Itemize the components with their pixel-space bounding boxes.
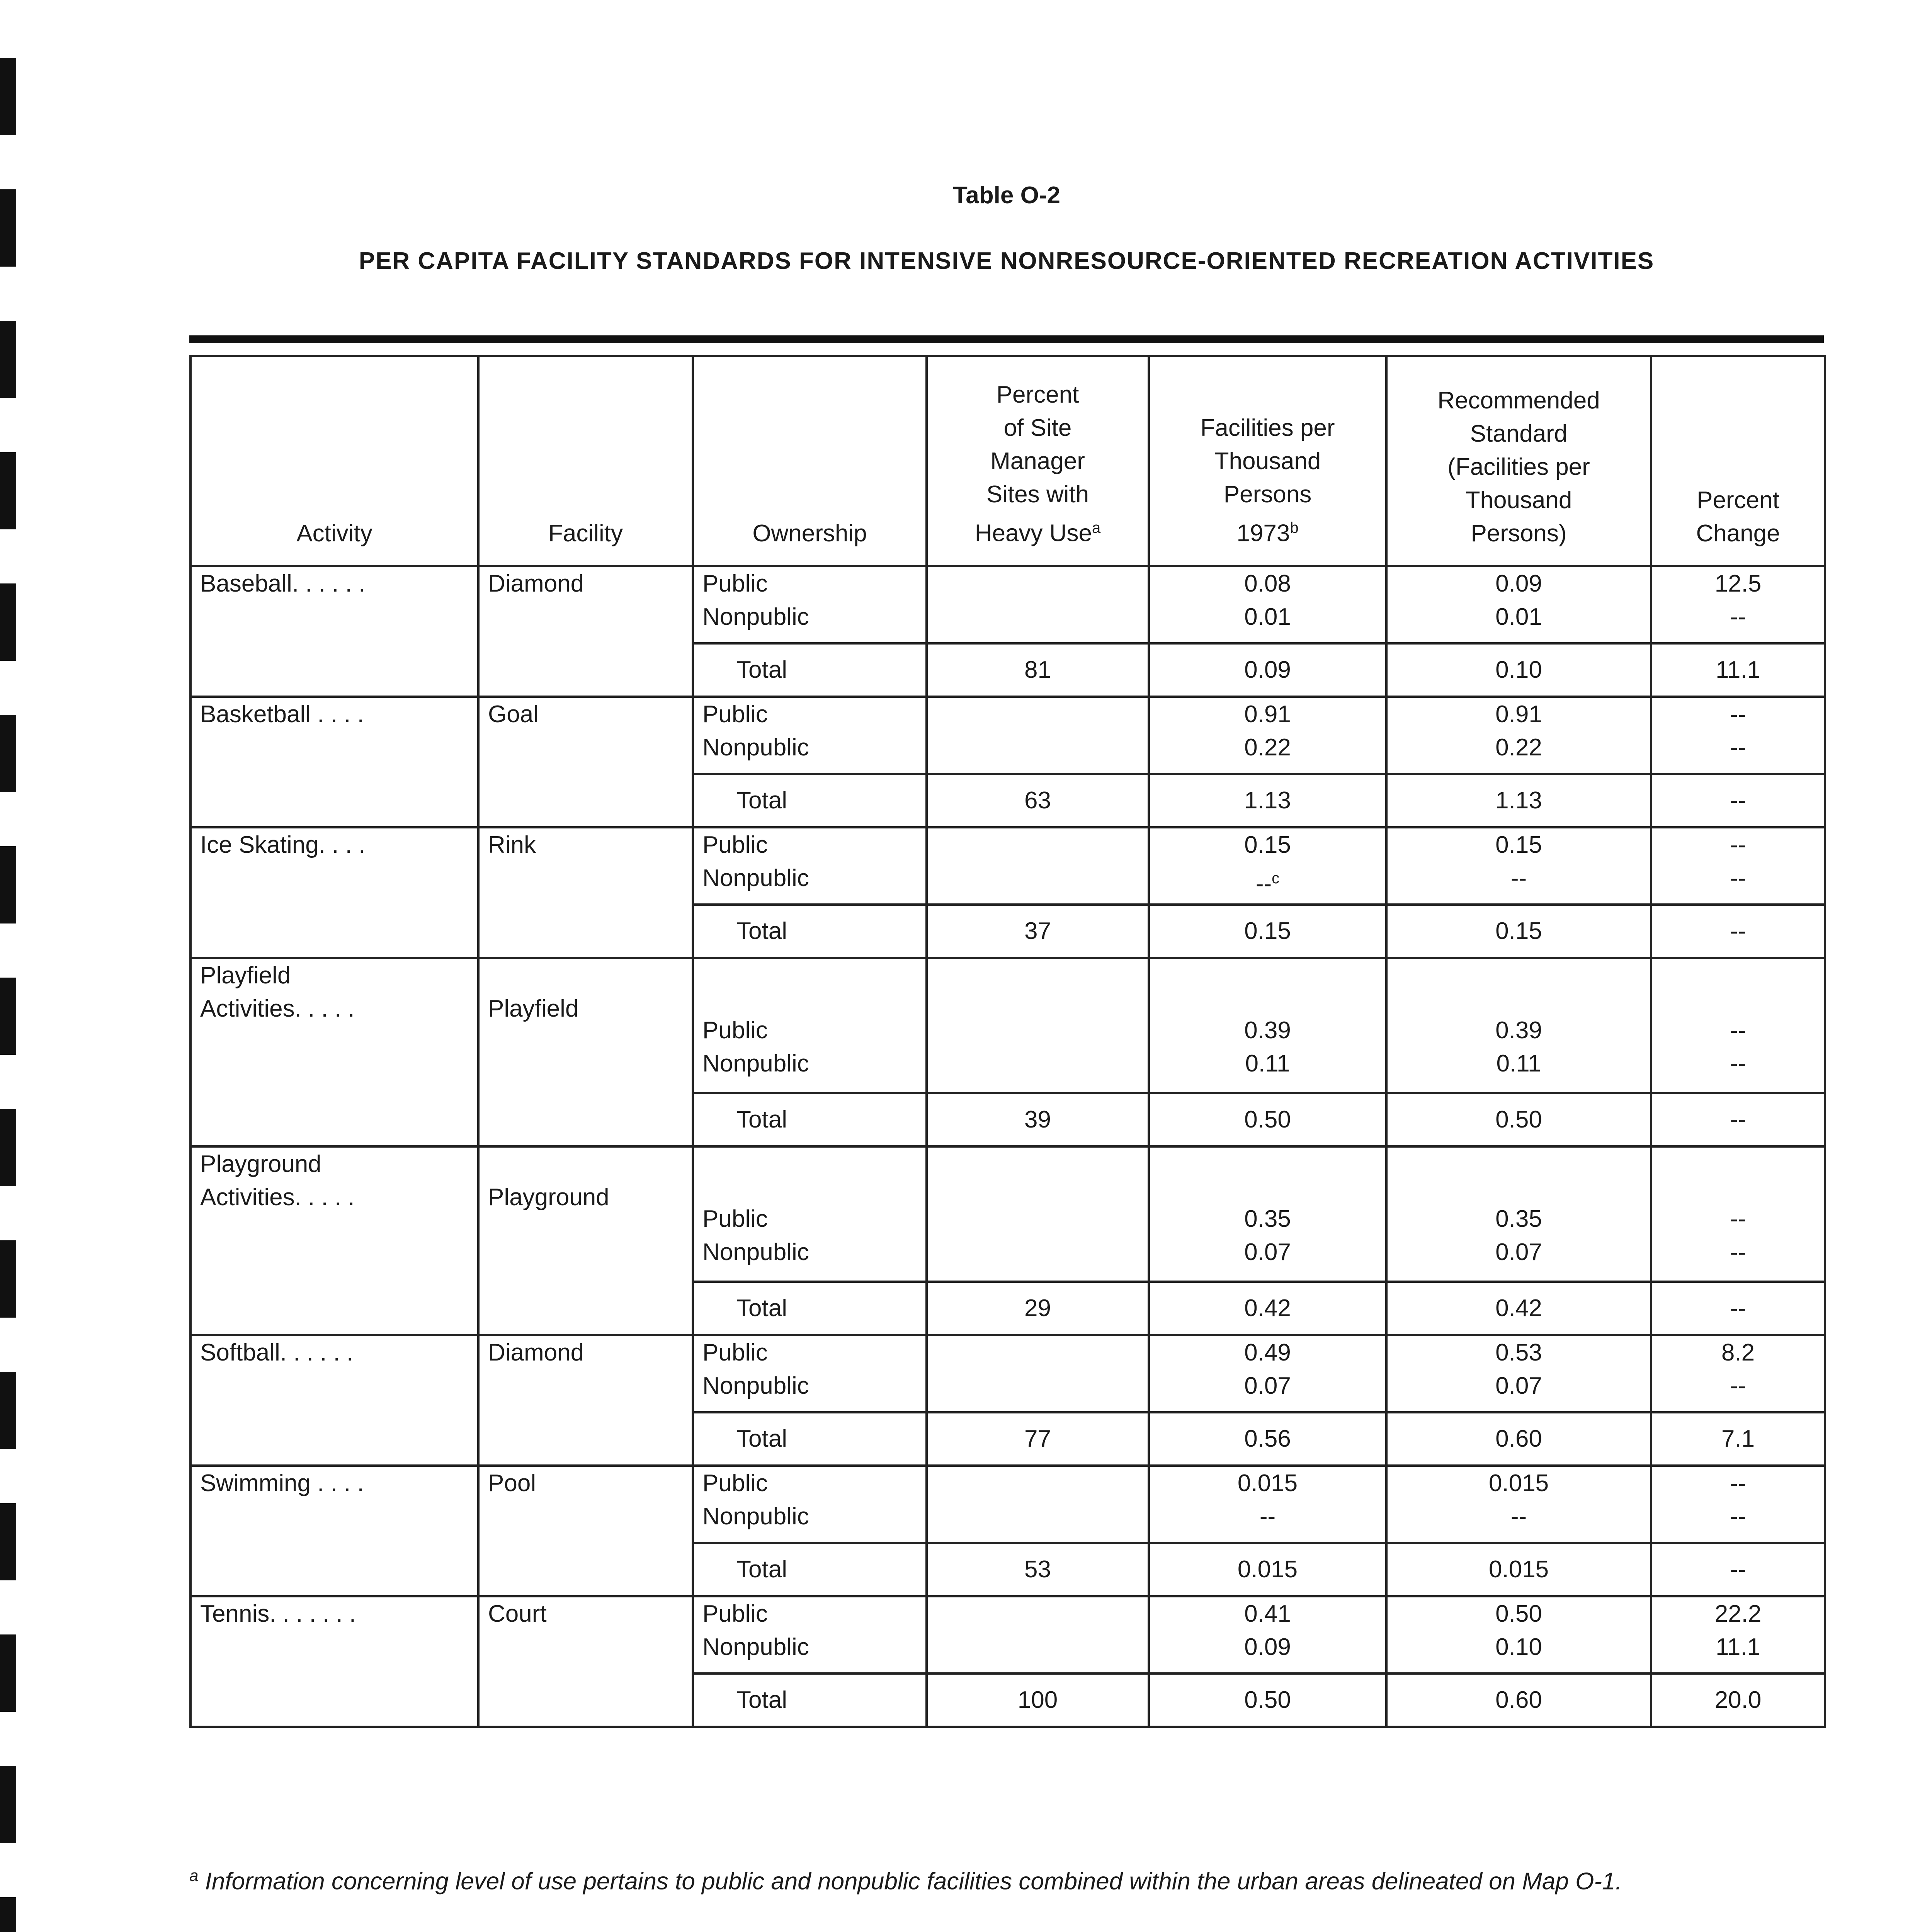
percent-change-total: -- — [1651, 774, 1825, 827]
facility-label: Diamond — [488, 570, 584, 597]
percent-change-total: 11.1 — [1651, 643, 1825, 697]
activity-label: Baseball. . . . . . — [200, 570, 366, 597]
ownership-cell — [693, 958, 927, 1093]
facility-label: Pool — [488, 1470, 536, 1497]
public-value: 0.35 — [1495, 1206, 1542, 1232]
public-value: 8.2 — [1721, 1339, 1755, 1366]
binding-mark — [0, 978, 16, 1055]
nonpublic-value: -- — [1259, 1503, 1276, 1530]
public-value: -- — [1730, 1206, 1746, 1232]
ownership-public: Public — [702, 1206, 768, 1232]
percent-change-total: -- — [1651, 1282, 1825, 1335]
ownership-cell — [693, 827, 927, 905]
percent-change-cell — [1651, 1146, 1825, 1282]
heavy-use-cell — [927, 697, 1149, 774]
header-percent-change: Percent Change — [1651, 356, 1825, 566]
recommended-total: 0.015 — [1386, 1543, 1651, 1596]
binding-holes — [0, 0, 35, 1932]
public-value: 0.15 — [1495, 832, 1542, 858]
ownership-cell — [693, 1596, 927, 1673]
facility-cell — [478, 697, 693, 827]
activity-cell — [190, 827, 478, 958]
table-header — [190, 356, 1825, 566]
total-label: Total — [693, 1412, 927, 1466]
facilities-1973-cell — [1149, 1335, 1386, 1412]
facilities-1973-cell — [1149, 958, 1386, 1093]
activity-cell — [190, 1596, 478, 1727]
facility-label: Playfield — [488, 995, 579, 1022]
nonpublic-value: 0.09 — [1244, 1634, 1291, 1660]
facilities-1973-total: 0.015 — [1149, 1543, 1386, 1596]
table-row — [190, 1596, 1825, 1673]
footnote-a: $^a$ Information concerning level of use pertains to public and nonpublic facilities combined within the urban areas delineated on Map O-1. — [189, 1866, 1622, 1895]
nonpublic-value: 0.11 — [1245, 1050, 1290, 1077]
binding-mark — [0, 1766, 16, 1843]
facility-cell — [478, 1466, 693, 1596]
facility-standards-table — [189, 355, 1826, 1728]
ownership-cell — [693, 1146, 927, 1282]
ownership-cell — [693, 566, 927, 643]
heavy-use-cell — [927, 827, 1149, 905]
facilities-1973-cell — [1149, 827, 1386, 905]
recommended-cell — [1386, 1335, 1651, 1412]
public-value: -- — [1730, 1017, 1746, 1044]
public-value: 0.35 — [1244, 1206, 1291, 1232]
recommended-total: 0.15 — [1386, 905, 1651, 958]
percent-change-cell — [1651, 1466, 1825, 1543]
table-row — [190, 697, 1825, 774]
public-value: -- — [1730, 701, 1746, 728]
percent-change-cell — [1651, 827, 1825, 905]
nonpublic-value: -- — [1730, 734, 1746, 761]
ownership-cell — [693, 1335, 927, 1412]
nonpublic-value: -- — [1510, 1503, 1527, 1530]
total-label: Total — [693, 1282, 927, 1335]
nonpublic-value: -- — [1510, 865, 1527, 891]
total-label: Total — [693, 1673, 927, 1727]
facilities-1973-cell — [1149, 1466, 1386, 1543]
binding-mark — [0, 1897, 16, 1932]
activity-label: Softball. . . . . . — [200, 1339, 354, 1366]
heavy-use-cell — [927, 958, 1149, 1093]
percent-change-total: -- — [1651, 1543, 1825, 1596]
activity-label: Activities. . . . . — [200, 995, 355, 1022]
table-row — [190, 1466, 1825, 1543]
header-rule — [189, 335, 1824, 343]
recommended-cell — [1386, 1596, 1651, 1673]
facilities-1973-total: 0.50 — [1149, 1093, 1386, 1146]
heavy-use-total: 53 — [927, 1543, 1149, 1596]
activity-label: Tennis. . . . . . . — [200, 1600, 356, 1627]
binding-mark — [0, 321, 16, 398]
public-value: 0.015 — [1237, 1470, 1298, 1497]
ownership-nonpublic: Nonpublic — [702, 734, 809, 761]
heavy-use-total: 63 — [927, 774, 1149, 827]
recommended-cell — [1386, 697, 1651, 774]
facilities-1973-total: 0.50 — [1149, 1673, 1386, 1727]
nonpublic-value: 0.07 — [1244, 1372, 1291, 1399]
ownership-nonpublic: Nonpublic — [702, 1634, 809, 1660]
facilities-1973-total: 0.56 — [1149, 1412, 1386, 1466]
facilities-1973-cell — [1149, 566, 1386, 643]
table-number: Table O-2 — [953, 182, 1060, 209]
public-value: -- — [1730, 832, 1746, 858]
activity-cell — [190, 1466, 478, 1596]
heavy-use-total: 81 — [927, 643, 1149, 697]
table-row — [190, 827, 1825, 905]
heavy-use-cell — [927, 1596, 1149, 1673]
facility-cell — [478, 1596, 693, 1727]
header-activity: Activity — [190, 356, 478, 566]
recommended-total: 0.42 — [1386, 1282, 1651, 1335]
public-value: 0.09 — [1495, 570, 1542, 597]
nonpublic-value: -- — [1730, 1372, 1746, 1399]
binding-mark — [0, 189, 16, 267]
activity-cell — [190, 566, 478, 697]
public-value: 0.91 — [1244, 701, 1291, 728]
public-value: 0.39 — [1244, 1017, 1291, 1044]
public-value: 0.91 — [1495, 701, 1542, 728]
binding-mark — [0, 1109, 16, 1186]
total-label: Total — [693, 1093, 927, 1146]
header-facilities-1973: Facilities per Thousand Persons 1973$^b$ — [1149, 356, 1386, 566]
public-value: 0.15 — [1244, 832, 1291, 858]
percent-change-total: -- — [1651, 905, 1825, 958]
percent-change-cell — [1651, 697, 1825, 774]
percent-change-total: 7.1 — [1651, 1412, 1825, 1466]
facility-cell — [478, 566, 693, 697]
percent-change-cell — [1651, 1335, 1825, 1412]
facilities-1973-total: 0.15 — [1149, 905, 1386, 958]
public-value: 12.5 — [1714, 570, 1762, 597]
nonpublic-value: -- — [1730, 1503, 1746, 1530]
heavy-use-cell — [927, 566, 1149, 643]
binding-mark — [0, 1372, 16, 1449]
nonpublic-value: 0.22 — [1495, 734, 1542, 761]
ownership-public: Public — [702, 570, 768, 597]
percent-change-cell — [1651, 566, 1825, 643]
binding-mark — [0, 1503, 16, 1580]
nonpublic-value: 0.07 — [1495, 1239, 1542, 1265]
heavy-use-total: 29 — [927, 1282, 1149, 1335]
public-value: 0.015 — [1488, 1470, 1549, 1497]
facilities-1973-total: 0.09 — [1149, 643, 1386, 697]
binding-mark — [0, 1634, 16, 1712]
ownership-public: Public — [702, 1470, 768, 1497]
percent-change-cell — [1651, 958, 1825, 1093]
nonpublic-value: 11.1 — [1715, 1634, 1761, 1660]
ownership-nonpublic: Nonpublic — [702, 1503, 809, 1530]
heavy-use-cell — [927, 1335, 1149, 1412]
ownership-nonpublic: Nonpublic — [702, 1239, 809, 1265]
nonpublic-value: -- — [1730, 1239, 1746, 1265]
facilities-1973-total: 1.13 — [1149, 774, 1386, 827]
table-row — [190, 1146, 1825, 1282]
recommended-cell — [1386, 1466, 1651, 1543]
facility-label: Rink — [488, 832, 536, 858]
facilities-1973-total: 0.42 — [1149, 1282, 1386, 1335]
ownership-nonpublic: Nonpublic — [702, 865, 809, 891]
activity-label: Activities. . . . . — [200, 1184, 355, 1211]
nonpublic-value: -- — [1730, 865, 1746, 891]
total-label: Total — [693, 643, 927, 697]
nonpublic-value: 0.07 — [1495, 1372, 1542, 1399]
ownership-public: Public — [702, 1600, 768, 1627]
binding-mark — [0, 452, 16, 529]
binding-mark — [0, 846, 16, 923]
recommended-cell — [1386, 566, 1651, 643]
heavy-use-total: 39 — [927, 1093, 1149, 1146]
total-label: Total — [693, 774, 927, 827]
facility-label: Goal — [488, 701, 539, 728]
public-value: 0.49 — [1244, 1339, 1291, 1366]
activity-label: Playground — [200, 1151, 321, 1177]
nonpublic-value: 0.07 — [1244, 1239, 1291, 1265]
nonpublic-value: 0.11 — [1496, 1050, 1541, 1077]
nonpublic-value: -- — [1730, 1050, 1746, 1077]
ownership-public: Public — [702, 832, 768, 858]
facility-cell — [478, 1335, 693, 1466]
facilities-1973-cell — [1149, 1146, 1386, 1282]
recommended-total: 0.60 — [1386, 1673, 1651, 1727]
facilities-1973-cell — [1149, 697, 1386, 774]
recommended-cell — [1386, 1146, 1651, 1282]
ownership-cell — [693, 1466, 927, 1543]
recommended-total: 0.10 — [1386, 643, 1651, 697]
table-title: PER CAPITA FACILITY STANDARDS FOR INTENSIVE NONRESOURCE-ORIENTED RECREATION ACTIVITIES — [359, 248, 1655, 274]
recommended-total: 0.50 — [1386, 1093, 1651, 1146]
heavy-use-cell — [927, 1146, 1149, 1282]
table-row — [190, 958, 1825, 1093]
public-value: 0.41 — [1244, 1600, 1291, 1627]
activity-label: Swimming . . . . — [200, 1470, 364, 1497]
public-value: -- — [1730, 1470, 1746, 1497]
ownership-nonpublic: Nonpublic — [702, 1372, 809, 1399]
public-value: 22.2 — [1714, 1600, 1762, 1627]
facility-label: Court — [488, 1600, 547, 1627]
nonpublic-value: 0.22 — [1244, 734, 1291, 761]
ownership-public: Public — [702, 1017, 768, 1044]
total-label: Total — [693, 1543, 927, 1596]
footnote-marker: c — [1272, 870, 1280, 887]
binding-mark — [0, 1240, 16, 1318]
ownership-nonpublic: Nonpublic — [702, 604, 809, 630]
heavy-use-total: 100 — [927, 1673, 1149, 1727]
facility-label: Playground — [488, 1184, 609, 1211]
header-heavy-use: Percent of Site Manager Sites with Heavy Use$^a$ — [927, 356, 1149, 566]
facility-label: Diamond — [488, 1339, 584, 1366]
heavy-use-cell — [927, 1466, 1149, 1543]
nonpublic-value: 0.10 — [1495, 1634, 1542, 1660]
ownership-cell — [693, 697, 927, 774]
ownership-public: Public — [702, 701, 768, 728]
header-ownership: Ownership — [693, 356, 927, 566]
public-value: 0.53 — [1495, 1339, 1542, 1366]
binding-mark — [0, 583, 16, 661]
activity-label: Ice Skating. . . . — [200, 832, 366, 858]
ownership-nonpublic: Nonpublic — [702, 1050, 809, 1077]
ownership-public: Public — [702, 1339, 768, 1366]
nonpublic-value: 0.01 — [1244, 604, 1291, 630]
recommended-total: 1.13 — [1386, 774, 1651, 827]
activity-cell — [190, 697, 478, 827]
heavy-use-total: 37 — [927, 905, 1149, 958]
header-facility: Facility — [478, 356, 693, 566]
facility-cell — [478, 1146, 693, 1335]
public-value: 0.50 — [1495, 1600, 1542, 1627]
binding-mark — [0, 715, 16, 792]
activity-label: Basketball . . . . — [200, 701, 364, 728]
public-value: 0.39 — [1495, 1017, 1542, 1044]
facility-cell — [478, 827, 693, 958]
percent-change-cell — [1651, 1596, 1825, 1673]
activity-cell — [190, 1146, 478, 1335]
public-value: 0.08 — [1244, 570, 1291, 597]
heavy-use-total: 77 — [927, 1412, 1149, 1466]
activity-cell — [190, 1335, 478, 1466]
nonpublic-value: --$^c$ — [1255, 870, 1280, 897]
recommended-cell — [1386, 827, 1651, 905]
activity-label: Playfield — [200, 962, 291, 989]
table-row — [190, 1335, 1825, 1412]
percent-change-total: 20.0 — [1651, 1673, 1825, 1727]
nonpublic-value: 0.01 — [1495, 604, 1542, 630]
total-label: Total — [693, 905, 927, 958]
recommended-cell — [1386, 958, 1651, 1093]
binding-mark — [0, 58, 16, 135]
header-recommended-standard: Recommended Standard (Facilities per Thousand Persons) — [1386, 356, 1651, 566]
facility-cell — [478, 958, 693, 1146]
recommended-total: 0.60 — [1386, 1412, 1651, 1466]
activity-cell — [190, 958, 478, 1146]
percent-change-total: -- — [1651, 1093, 1825, 1146]
facilities-1973-cell — [1149, 1596, 1386, 1673]
table-body — [190, 566, 1825, 1727]
table-row — [190, 566, 1825, 643]
nonpublic-value: -- — [1730, 604, 1746, 630]
